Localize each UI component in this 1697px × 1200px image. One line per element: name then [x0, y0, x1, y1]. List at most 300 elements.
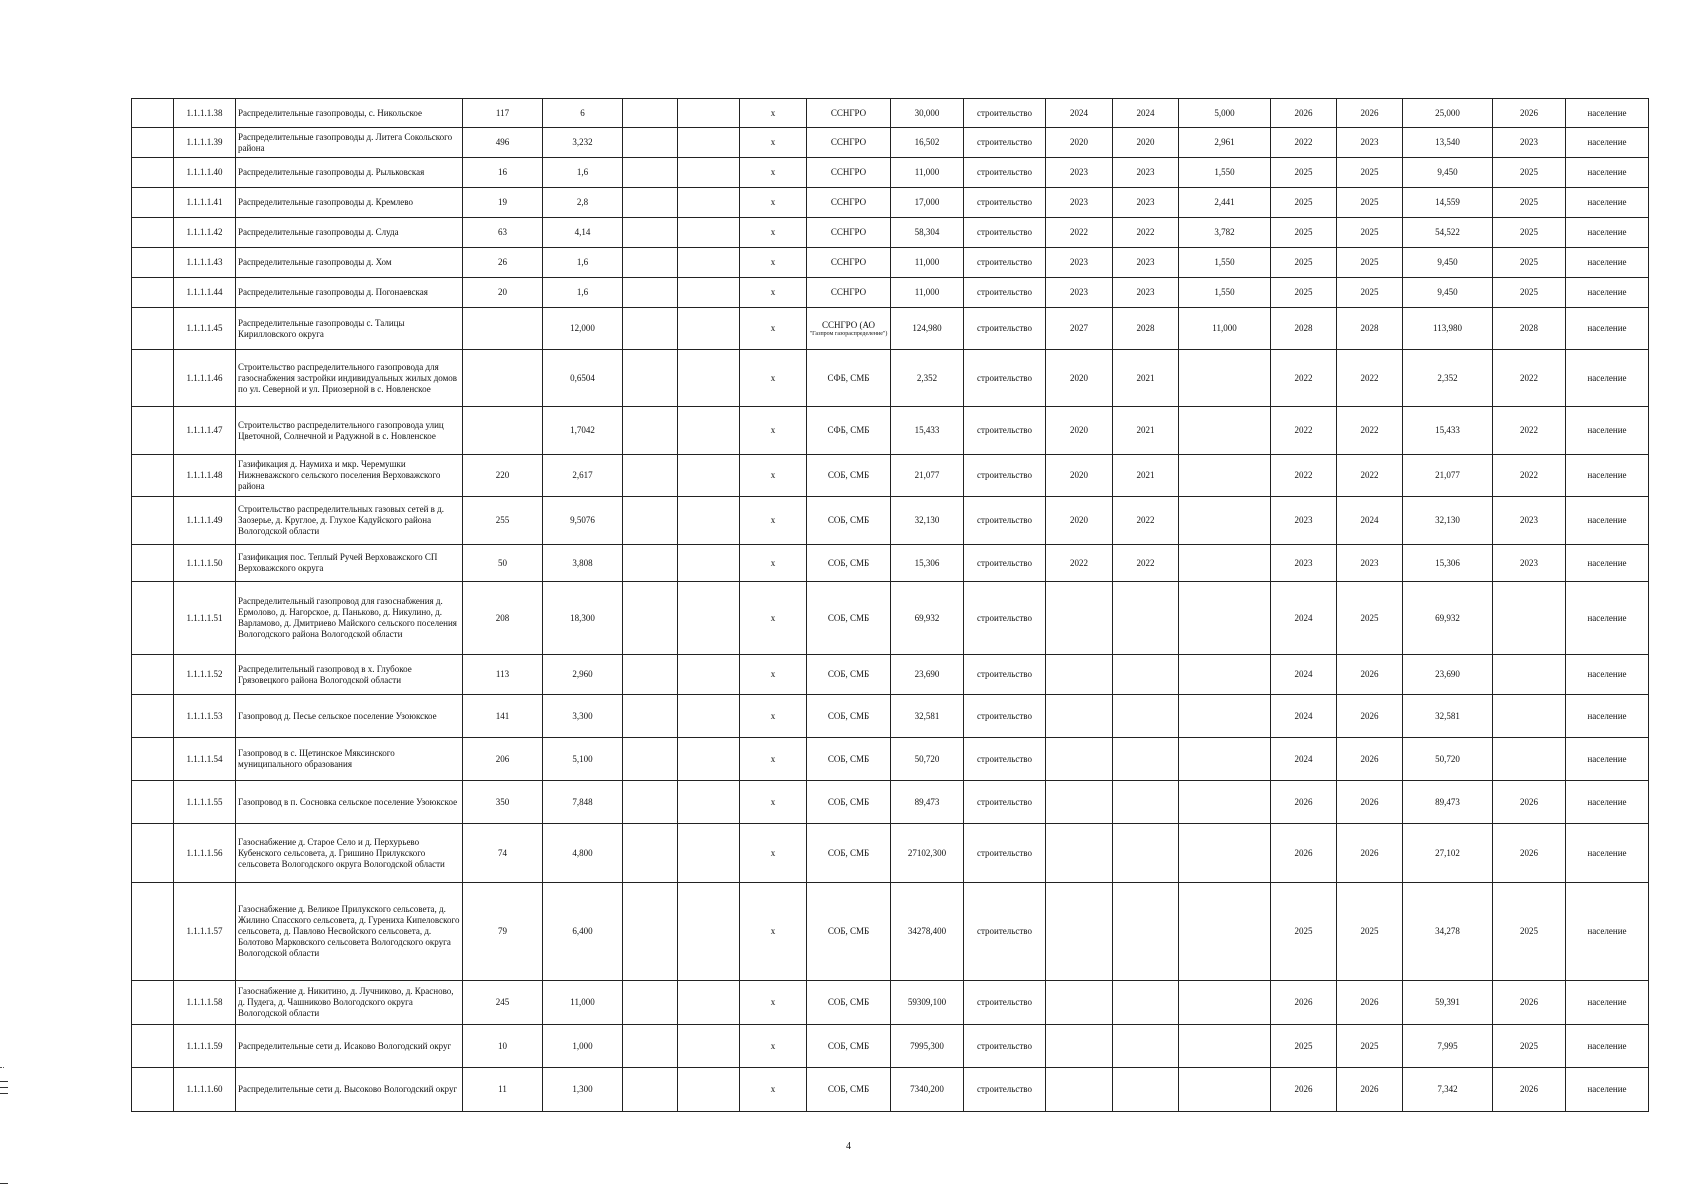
table-cell-x: x: [740, 582, 807, 655]
table-cell-type: строительство: [964, 824, 1046, 883]
table-cell-c4: [678, 655, 740, 695]
table-cell-x: x: [740, 99, 807, 128]
table-cell-v1: 1,550: [1179, 278, 1271, 308]
table-cell-name: Газоснабжение д. Великое Прилукского сельсовета, д. Жилино Спасского сельсовета, д. Гурениха Кипеловского сельсовета, д. Павлово Несвойского сельсовета, д. Болотово Марковского сельсовета Вологодского округа Вологодской области: [236, 883, 463, 981]
table-cell-v1: 5,000: [1179, 99, 1271, 128]
table-cell-y1: [1046, 1025, 1113, 1068]
table-cell-name: Строительство распределительного газопровода улиц Цветочной, Солнечной и Радужной в с. Новленское: [236, 407, 463, 455]
table-cell-v2: 113,980: [1403, 308, 1493, 350]
table-cell-y3: 2028: [1271, 308, 1337, 350]
org-label: ССНГРО: [830, 287, 867, 297]
table-cell-v1: 2,961: [1179, 128, 1271, 158]
table-cell-y4: 2028: [1337, 308, 1403, 350]
table-cell-type: строительство: [964, 99, 1046, 128]
table-cell-y4: 2023: [1337, 545, 1403, 582]
table-row: [132, 824, 1649, 883]
table-cell-y5: 2028: [1493, 308, 1566, 350]
table-cell-v1: 11,000: [1179, 308, 1271, 350]
table-cell-cat: население: [1566, 781, 1649, 824]
table-cell-cat: население: [1566, 218, 1649, 248]
table-cell-name: Строительство распределительного газопровода для газоснабжения застройки индивидуальных жилых домов по ул. Северной и ул. Приозерной в с. Новленское: [236, 350, 463, 407]
table-cell-c2: 3,808: [543, 545, 623, 582]
org-label: СОБ, СМБ: [827, 1040, 870, 1051]
table-cell-c2: 1,6: [543, 158, 623, 188]
table-cell-type: строительство: [964, 278, 1046, 308]
table-cell-v2: 54,522: [1403, 218, 1493, 248]
table-cell-cost: 16,502: [891, 128, 964, 158]
table-cell-y5: 2026: [1493, 824, 1566, 883]
table-cell-v2: 13,540: [1403, 128, 1493, 158]
table-cell-cost: 2,352: [891, 350, 964, 407]
table-cell-name: Распределительные сети д. Исаково Вологодский округ: [236, 1025, 463, 1068]
table-cell-v1: [1179, 497, 1271, 545]
table-cell-c2: 1,7042: [543, 407, 623, 455]
table-cell-cat: население: [1566, 695, 1649, 738]
table-cell-y2: 2023: [1113, 248, 1179, 278]
table-cell-code: 1.1.1.1.48: [174, 455, 236, 497]
table-cell-y3: 2025: [1271, 278, 1337, 308]
table-cell-y3: 2025: [1271, 883, 1337, 981]
table-cell-c2: 4,14: [543, 218, 623, 248]
table-cell-v2: 9,450: [1403, 158, 1493, 188]
table-row: [132, 455, 1649, 497]
table-cell-blank: [132, 188, 174, 218]
table-row: [132, 883, 1649, 981]
table-cell-v2: 89,473: [1403, 781, 1493, 824]
table-cell-y5: 2023: [1493, 128, 1566, 158]
org-label: ССНГРО: [830, 137, 867, 147]
table-cell-y1: [1046, 738, 1113, 781]
table-cell-c2: 18,300: [543, 582, 623, 655]
table-cell-c4: [678, 128, 740, 158]
table-cell-y4: 2026: [1337, 781, 1403, 824]
table-cell-code: 1.1.1.1.43: [174, 248, 236, 278]
table-cell-v2: 50,720: [1403, 738, 1493, 781]
table-cell-cat: население: [1566, 188, 1649, 218]
table-cell-cat: население: [1566, 981, 1649, 1025]
org-label: СФБ, СМБ: [827, 372, 870, 383]
table-cell-y1: [1046, 695, 1113, 738]
table-cell-c1: 496: [463, 128, 543, 158]
table-cell-c4: [678, 824, 740, 883]
table-cell-y1: 2020: [1046, 350, 1113, 407]
table-row: [132, 545, 1649, 582]
table-cell-c2: 12,000: [543, 308, 623, 350]
table-cell-v2: 34,278: [1403, 883, 1493, 981]
table-cell-v1: [1179, 981, 1271, 1025]
table-cell-org: [807, 1068, 891, 1112]
table-cell-blank: [132, 781, 174, 824]
table-cell-c1: [463, 407, 543, 455]
table-cell-c4: [678, 695, 740, 738]
table-cell-y5: [1493, 655, 1566, 695]
table-cell-y3: 2024: [1271, 695, 1337, 738]
table-cell-code: 1.1.1.1.45: [174, 308, 236, 350]
table-cell-c4: [678, 407, 740, 455]
table-cell-cat: население: [1566, 655, 1649, 695]
table-cell-y4: 2025: [1337, 158, 1403, 188]
table-cell-c4: [678, 1068, 740, 1112]
table-cell-name: Распределительный газопровод в х. Глубокое Грязовецкого района Вологодской области: [236, 655, 463, 695]
table-cell-blank: [132, 158, 174, 188]
table-cell-blank: [132, 655, 174, 695]
table-cell-code: 1.1.1.1.58: [174, 981, 236, 1025]
table-cell-c4: [678, 99, 740, 128]
table-cell-y1: [1046, 582, 1113, 655]
table-cell-org: [807, 781, 891, 824]
table-cell-c2: 1,300: [543, 1068, 623, 1112]
table-cell-code: 1.1.1.1.38: [174, 99, 236, 128]
table-cell-type: строительство: [964, 781, 1046, 824]
table-cell-c4: [678, 497, 740, 545]
table-cell-y3: 2024: [1271, 655, 1337, 695]
table-cell-y1: [1046, 781, 1113, 824]
table-cell-y5: [1493, 738, 1566, 781]
table-cell-y4: 2026: [1337, 695, 1403, 738]
table-cell-c3: [623, 738, 678, 781]
table-cell-type: строительство: [964, 455, 1046, 497]
table-row: [132, 188, 1649, 218]
table-cell-code: 1.1.1.1.53: [174, 695, 236, 738]
table-cell-org: [807, 455, 891, 497]
table-cell-y5: 2026: [1493, 99, 1566, 128]
table-cell-y3: 2026: [1271, 1068, 1337, 1112]
org-label: СОБ, СМБ: [827, 847, 870, 858]
table-cell-v2: 59,391: [1403, 981, 1493, 1025]
table-cell-c2: 1,6: [543, 278, 623, 308]
table-cell-y5: 2025: [1493, 883, 1566, 981]
table-cell-y3: 2024: [1271, 738, 1337, 781]
table-cell-c1: 26: [463, 248, 543, 278]
table-cell-v2: 7,995: [1403, 1025, 1493, 1068]
org-label: ССНГРО (АО: [821, 319, 876, 330]
table-cell-c4: [678, 582, 740, 655]
table-cell-y2: 2024: [1113, 99, 1179, 128]
table-cell-code: 1.1.1.1.51: [174, 582, 236, 655]
table-cell-y4: 2026: [1337, 738, 1403, 781]
table-cell-org: [807, 695, 891, 738]
table-cell-x: x: [740, 1025, 807, 1068]
table-cell-x: x: [740, 278, 807, 308]
org-label: ССНГРО: [830, 107, 867, 118]
table-cell-cat: население: [1566, 1025, 1649, 1068]
table-cell-cost: 27102,300: [891, 824, 964, 883]
table-cell-y1: 2027: [1046, 308, 1113, 350]
table-cell-type: строительство: [964, 218, 1046, 248]
table-cell-cat: население: [1566, 278, 1649, 308]
table-cell-y4: 2025: [1337, 278, 1403, 308]
table-cell-y1: 2022: [1046, 545, 1113, 582]
table-cell-blank: [132, 695, 174, 738]
table-cell-name: Распределительные газопроводы д. Погонаевская: [236, 278, 463, 308]
table-cell-y2: 2021: [1113, 350, 1179, 407]
table-cell-code: 1.1.1.1.39: [174, 128, 236, 158]
table-row: [132, 981, 1649, 1025]
table-cell-type: строительство: [964, 695, 1046, 738]
table-cell-y1: 2023: [1046, 248, 1113, 278]
table-cell-cat: население: [1566, 883, 1649, 981]
table-cell-x: x: [740, 308, 807, 350]
table-cell-y4: 2025: [1337, 582, 1403, 655]
table-cell-blank: [132, 308, 174, 350]
table-cell-name: Распределительный газопровод для газоснабжения д. Ермолово, д. Нагорское, д. Паньково, д. Никулино, д. Варламово, д. Дмитриево Майского сельского поселения Вологодского района Вологодской области: [236, 582, 463, 655]
table-cell-y2: [1113, 781, 1179, 824]
table-cell-c1: 16: [463, 158, 543, 188]
table-cell-y4: 2026: [1337, 99, 1403, 128]
table-cell-code: 1.1.1.1.52: [174, 655, 236, 695]
table-cell-x: x: [740, 158, 807, 188]
table-cell-v1: [1179, 883, 1271, 981]
table-cell-cat: население: [1566, 545, 1649, 582]
table-cell-cost: 59309,100: [891, 981, 964, 1025]
table-cell-c4: [678, 545, 740, 582]
org-label: СОБ, СМБ: [827, 710, 870, 721]
table-cell-org: [807, 128, 891, 158]
table-cell-x: x: [740, 497, 807, 545]
table-cell-name: Газификация пос. Теплый Ручей Верховажского СП Верховажского округа: [236, 545, 463, 582]
table-cell-y4: 2022: [1337, 350, 1403, 407]
org-label: СОБ, СМБ: [827, 669, 870, 679]
table-cell-y4: 2023: [1337, 128, 1403, 158]
table-cell-org: [807, 497, 891, 545]
scan-edge-mark: [0, 1067, 4, 1068]
table-row: [132, 1068, 1649, 1112]
table-cell-y4: 2022: [1337, 455, 1403, 497]
table-cell-code: 1.1.1.1.56: [174, 824, 236, 883]
table-cell-y4: 2025: [1337, 883, 1403, 981]
org-label: СОБ, СМБ: [827, 1084, 870, 1094]
table-cell-x: x: [740, 738, 807, 781]
table-cell-v1: [1179, 1025, 1271, 1068]
table-cell-x: x: [740, 883, 807, 981]
table-row: [132, 582, 1649, 655]
table-cell-y2: 2021: [1113, 455, 1179, 497]
table-cell-y5: 2022: [1493, 350, 1566, 407]
table-cell-y1: 2022: [1046, 218, 1113, 248]
table-cell-blank: [132, 128, 174, 158]
table-cell-blank: [132, 883, 174, 981]
table-cell-c3: [623, 128, 678, 158]
org-label: СОБ, СМБ: [827, 612, 870, 623]
table-cell-org: [807, 981, 891, 1025]
table-cell-name: Газификация д. Наумиха и мкр. Черемушки Нижневажского сельского поселения Верховажского района: [236, 455, 463, 497]
table-cell-cost: 15,306: [891, 545, 964, 582]
table-cell-blank: [132, 1068, 174, 1112]
table-cell-v2: 2,352: [1403, 350, 1493, 407]
table-cell-cat: население: [1566, 350, 1649, 407]
table-cell-v1: 3,782: [1179, 218, 1271, 248]
table-cell-cost: 11,000: [891, 278, 964, 308]
table-cell-org: [807, 582, 891, 655]
table-cell-org: [807, 738, 891, 781]
table-cell-y3: 2023: [1271, 497, 1337, 545]
table-cell-code: 1.1.1.1.54: [174, 738, 236, 781]
table-cell-y1: 2020: [1046, 128, 1113, 158]
table-cell-c2: 2,8: [543, 188, 623, 218]
table-cell-blank: [132, 455, 174, 497]
table-cell-org: [807, 1025, 891, 1068]
table-cell-c3: [623, 350, 678, 407]
table-cell-v2: 15,306: [1403, 545, 1493, 582]
table-cell-cost: 58,304: [891, 218, 964, 248]
gas-pipeline-table: [131, 98, 1649, 1112]
table-cell-y3: 2025: [1271, 248, 1337, 278]
table-cell-c4: [678, 278, 740, 308]
table-cell-y2: 2022: [1113, 545, 1179, 582]
table-cell-x: x: [740, 545, 807, 582]
table-cell-y5: 2025: [1493, 248, 1566, 278]
table-cell-v1: 2,441: [1179, 188, 1271, 218]
table-cell-name: Газопровод д. Песье сельское поселение Узоюкское: [236, 695, 463, 738]
table-cell-y5: [1493, 695, 1566, 738]
table-cell-cat: население: [1566, 455, 1649, 497]
table-cell-c2: 7,848: [543, 781, 623, 824]
table-cell-type: строительство: [964, 655, 1046, 695]
table-cell-code: 1.1.1.1.41: [174, 188, 236, 218]
table-cell-y1: [1046, 883, 1113, 981]
table-cell-c2: 2,960: [543, 655, 623, 695]
table-cell-name: Распределительные газопроводы д. Слуда: [236, 218, 463, 248]
table-cell-name: Распределительные газопроводы, с. Никольское: [236, 99, 463, 128]
table-cell-y1: 2023: [1046, 278, 1113, 308]
table-row: [132, 497, 1649, 545]
table-cell-cat: население: [1566, 738, 1649, 781]
table-cell-name: Распределительные газопроводы д. Хом: [236, 248, 463, 278]
table-row: [132, 158, 1649, 188]
table-cell-c4: [678, 350, 740, 407]
table-cell-type: строительство: [964, 350, 1046, 407]
table-cell-c4: [678, 248, 740, 278]
table-cell-c3: [623, 455, 678, 497]
table-cell-cost: 124,980: [891, 308, 964, 350]
table-cell-y3: 2022: [1271, 455, 1337, 497]
table-cell-blank: [132, 218, 174, 248]
table-cell-org: [807, 883, 891, 981]
table-cell-x: x: [740, 407, 807, 455]
table-cell-y5: 2025: [1493, 278, 1566, 308]
table-cell-v1: [1179, 738, 1271, 781]
table-cell-y1: [1046, 824, 1113, 883]
table-cell-cat: население: [1566, 158, 1649, 188]
table-cell-c1: [463, 308, 543, 350]
table-cell-v1: [1179, 350, 1271, 407]
document-sheet: [131, 98, 1648, 1112]
table-cell-y5: 2026: [1493, 981, 1566, 1025]
table-cell-y1: [1046, 981, 1113, 1025]
table-cell-y5: 2023: [1493, 497, 1566, 545]
table-row: [132, 738, 1649, 781]
table-cell-c1: 11: [463, 1068, 543, 1112]
table-cell-c1: 220: [463, 455, 543, 497]
table-cell-y5: [1493, 582, 1566, 655]
table-cell-cat: население: [1566, 582, 1649, 655]
table-cell-type: строительство: [964, 188, 1046, 218]
table-cell-type: строительство: [964, 158, 1046, 188]
table-cell-code: 1.1.1.1.57: [174, 883, 236, 981]
table-cell-v1: [1179, 407, 1271, 455]
table-cell-v2: 9,450: [1403, 248, 1493, 278]
table-cell-c2: 1,6: [543, 248, 623, 278]
table-cell-c3: [623, 695, 678, 738]
table-cell-cost: 50,720: [891, 738, 964, 781]
table-cell-name: Распределительные газопроводы д. Кремлево: [236, 188, 463, 218]
table-cell-blank: [132, 824, 174, 883]
table-row: [132, 248, 1649, 278]
table-cell-c1: 63: [463, 218, 543, 248]
table-cell-name: Распределительные газопроводы д. Рыльковская: [236, 158, 463, 188]
table-row: [132, 407, 1649, 455]
table-cell-code: 1.1.1.1.47: [174, 407, 236, 455]
table-cell-org: [807, 655, 891, 695]
table-cell-y5: 2022: [1493, 455, 1566, 497]
table-cell-c3: [623, 407, 678, 455]
org-label: СФБ, СМБ: [827, 425, 870, 435]
org-label: СОБ, СМБ: [827, 753, 870, 764]
table-cell-v2: 23,690: [1403, 655, 1493, 695]
table-cell-org: [807, 158, 891, 188]
table-cell-cost: 15,433: [891, 407, 964, 455]
table-cell-y1: 2024: [1046, 99, 1113, 128]
org-label: СОБ, СМБ: [827, 926, 870, 936]
table-cell-blank: [132, 248, 174, 278]
table-cell-v2: 27,102: [1403, 824, 1493, 883]
scan-edge-mark: [0, 1183, 8, 1184]
org-label: СОБ, СМБ: [827, 557, 870, 568]
table-cell-x: x: [740, 188, 807, 218]
table-cell-type: строительство: [964, 497, 1046, 545]
table-cell-y2: [1113, 883, 1179, 981]
table-cell-cat: население: [1566, 248, 1649, 278]
table-cell-v2: 9,450: [1403, 278, 1493, 308]
table-cell-name: Строительство распределительных газовых сетей в д. Заозерье, д. Круглое, д. Глухое Кадуйского района Вологодской области: [236, 497, 463, 545]
table-cell-c2: 0,6504: [543, 350, 623, 407]
table-cell-y2: 2023: [1113, 158, 1179, 188]
table-row: [132, 350, 1649, 407]
table-cell-org: [807, 99, 891, 128]
table-cell-blank: [132, 582, 174, 655]
table-cell-x: x: [740, 981, 807, 1025]
table-cell-cost: 32,581: [891, 695, 964, 738]
table-cell-x: x: [740, 350, 807, 407]
org-label: СОБ, СМБ: [827, 470, 870, 480]
table-cell-y2: [1113, 738, 1179, 781]
table-cell-x: x: [740, 218, 807, 248]
table-cell-name: Распределительные газопроводы с. Талицы Кирилловского округа: [236, 308, 463, 350]
org-label: ССНГРО: [830, 167, 867, 177]
table-cell-blank: [132, 981, 174, 1025]
table-cell-c4: [678, 1025, 740, 1068]
table-cell-c2: 3,300: [543, 695, 623, 738]
table-cell-name: Газопровод в с. Щетинское Мяксинского муниципального образования: [236, 738, 463, 781]
table-cell-c4: [678, 781, 740, 824]
table-cell-c4: [678, 981, 740, 1025]
table-cell-y2: 2022: [1113, 497, 1179, 545]
table-cell-v2: 69,932: [1403, 582, 1493, 655]
table-cell-c4: [678, 188, 740, 218]
table-cell-y3: 2026: [1271, 981, 1337, 1025]
table-cell-c3: [623, 1025, 678, 1068]
table-cell-blank: [132, 99, 174, 128]
table-cell-code: 1.1.1.1.44: [174, 278, 236, 308]
table-row: [132, 278, 1649, 308]
table-cell-y4: 2026: [1337, 824, 1403, 883]
table-cell-v2: 14,559: [1403, 188, 1493, 218]
table-cell-c2: 11,000: [543, 981, 623, 1025]
table-cell-type: строительство: [964, 308, 1046, 350]
table-row: [132, 218, 1649, 248]
table-cell-cost: 89,473: [891, 781, 964, 824]
table-cell-v1: [1179, 582, 1271, 655]
